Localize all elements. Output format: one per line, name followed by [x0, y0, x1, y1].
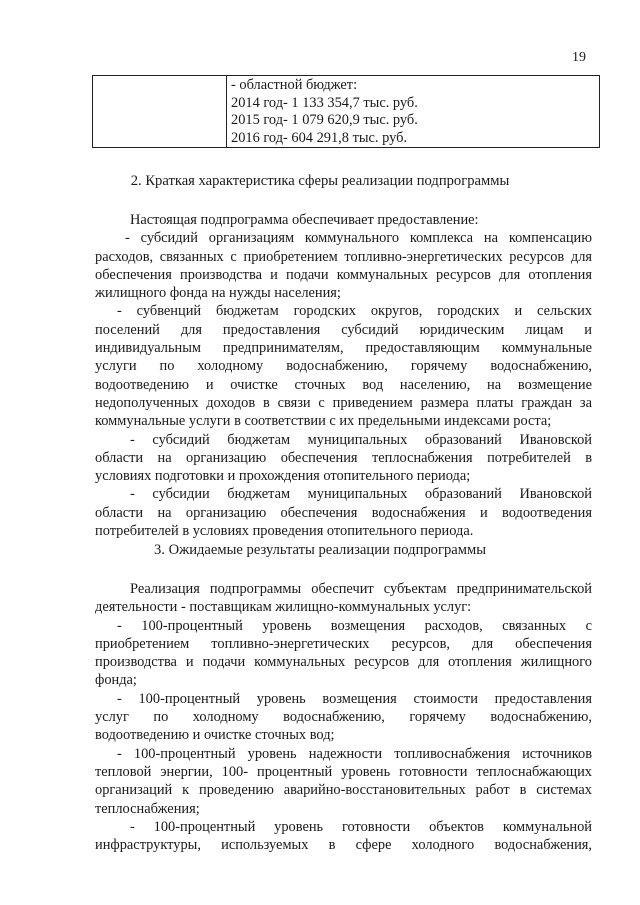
text-line: приобретением топливно-энергетических ресурсов, для обеспечения	[95, 635, 592, 652]
budget-line: 2016 год- 604 291,8 тыс. руб.	[231, 129, 408, 146]
text-line: области на организацию обеспечения водоснабжения и водоотведения	[95, 504, 592, 521]
text-line: фонда;	[95, 672, 137, 689]
text-line: обеспечения производства и подачи коммунальных ресурсов для отопления	[95, 266, 592, 283]
section-2-heading: 2. Краткая характеристика сферы реализации подпрограммы	[130, 173, 510, 189]
text-line: Настоящая подпрограмма обеспечивает предоставление:	[130, 212, 479, 228]
text-line: недополученных доходов в связи с приведением размера платы граждан за	[95, 394, 592, 411]
page-number: 19	[572, 50, 586, 65]
text-line: - субсидий бюджетам муниципальных образований Ивановской	[130, 431, 592, 448]
text-line: условиях подготовки и прохождения отопительного периода;	[95, 468, 471, 485]
text-line: тепловой энергии, 100- процентный уровень готовности теплоснабжающих	[95, 763, 592, 780]
budget-table-left-cell	[93, 76, 227, 147]
text-line: водоотведению и очистке сточных вод;	[95, 727, 335, 744]
text-line: - 100-процентный уровень возмещения расходов, связанных с	[117, 617, 592, 634]
section-3-heading: 3. Ожидаемые результаты реализации подпрограммы	[153, 542, 487, 558]
text-line: - субсидии бюджетам муниципальных образований Ивановской	[130, 486, 592, 503]
text-line: - 100-процентный уровень готовности объектов коммунальной	[130, 818, 592, 835]
text-line: услуг по холодному водоснабжению, горячему водоснабжению,	[95, 709, 592, 726]
budget-table-right-cell	[231, 77, 597, 147]
budget-line: - областной бюджет:	[231, 77, 358, 93]
text-line: инфраструктуры, используемых в сфере холодного водоснабжения,	[95, 837, 592, 854]
text-line: водоотведению и очистке сточных вод населению, на возмещение	[95, 376, 592, 393]
text-line: - 100-процентный уровень возмещения стоимости предоставления	[117, 690, 592, 707]
text-line: области на организацию обеспечения теплоснабжения потребителей в	[95, 449, 592, 466]
budget-line: 2015 год- 1 079 620,9 тыс. руб.	[231, 112, 418, 129]
text-line: жилищного фонда на нужды населения;	[95, 285, 341, 302]
text-line: - 100-процентный уровень надежности топливоснабжения источников	[117, 745, 592, 762]
text-line: услуги по холодному водоснабжению, горячему водоснабжению,	[95, 358, 592, 375]
text-line: теплоснабжения;	[95, 800, 200, 817]
text-line: потребителей в условиях проведения отопительного периода.	[95, 523, 474, 540]
text-line: производства и подачи коммунальных ресурсов для отопления жилищного	[95, 654, 592, 671]
text-line: организаций к проведению аварийно-восстановительных работ в системах	[95, 782, 592, 799]
text-line: расходов, связанных с приобретением топливно-энергетических ресурсов для	[95, 248, 592, 265]
section-3-body	[95, 580, 592, 854]
budget-line: 2014 год- 1 133 354,7 тыс. руб.	[231, 94, 418, 111]
text-line: - субсидий организациям коммунального комплекса на компенсацию	[125, 230, 592, 247]
text-line: индивидуальным предпринимателям, предоставляющим коммунальные	[95, 340, 592, 357]
section-2-body	[95, 211, 592, 540]
text-line: деятельности - поставщикам жилищно-коммунальных услуг:	[95, 599, 472, 616]
text-line: коммунальные услуги в соответствии с их предельными индексами роста;	[95, 413, 552, 430]
text-line: поселений для предоставления субсидий юридическим лицам и	[95, 321, 592, 338]
text-line: - субвенций бюджетам городских округов, городских и сельских	[117, 303, 592, 320]
text-line: Реализация подпрограммы обеспечит субъектам предпринимательской	[130, 581, 592, 597]
budget-table	[92, 75, 600, 148]
